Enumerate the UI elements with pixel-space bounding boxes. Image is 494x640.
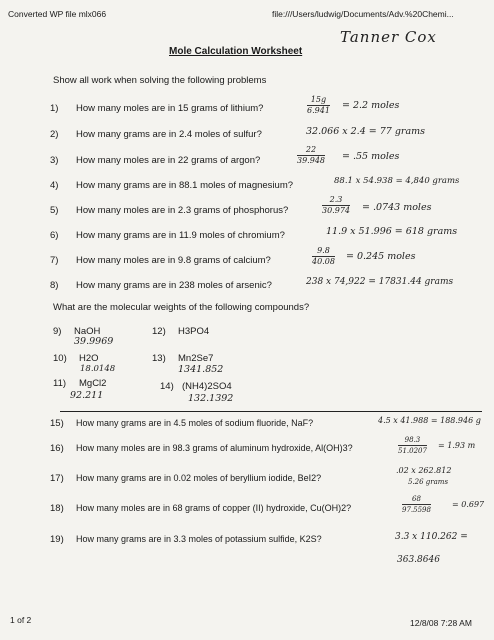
fraction-numerator: 9.8 (312, 246, 335, 257)
problem-text: How many grams are in 2.4 moles of sulfur? (76, 129, 262, 140)
compound-number: 9) (53, 326, 62, 337)
problem-number: 2) (50, 129, 59, 140)
fraction-numerator: 98.3 (398, 435, 427, 446)
problem-number: 1) (50, 103, 59, 114)
compound-number: 12) (152, 326, 166, 337)
work-fraction (398, 435, 427, 456)
problem-text: How many moles are in 15 grams of lithium? (76, 103, 264, 114)
work-fraction (297, 145, 325, 166)
problem-text: How many grams are in 0.02 moles of beryllium iodide, BeI2? (76, 473, 322, 483)
problem-number: 15) (50, 418, 64, 429)
compound-answer: 92.211 (70, 390, 104, 401)
problem-text: How many grams are in 4.5 moles of sodium fluoride, NaF? (76, 418, 314, 428)
problem-text: How many moles are in 2.3 grams of phosphorus? (76, 205, 289, 216)
print-date: 12/8/08 7:28 AM (410, 618, 472, 628)
compound-answer: 39.9969 (74, 336, 114, 347)
problem-text: How many grams are in 11.9 moles of chromium? (76, 230, 285, 241)
molecular-weights-question: What are the molecular weights of the following compounds? (53, 302, 310, 313)
fraction-numerator: 2.3 (322, 195, 350, 206)
fraction-denominator: 30.974 (322, 206, 350, 215)
problem-text: How many moles are in 68 grams of copper (II) hydroxide, Cu(OH)2? (76, 503, 352, 513)
compound-number: 10) (53, 353, 67, 364)
answer-line-2: 5.26 grams (408, 478, 449, 486)
answer: 4.5 x 41.988 = 188.946 g (378, 416, 481, 425)
instructions: Show all work when solving the following problems (53, 75, 267, 86)
compound-formula: H3PO4 (178, 326, 210, 337)
answer: = 2.2 moles (342, 100, 400, 111)
header-path: file:///Users/ludwig/Documents/Adv.%20Chemi... (272, 9, 454, 19)
answer: 3.3 x 110.262 = (395, 532, 468, 542)
compound-answer: 132.1392 (188, 393, 234, 404)
compound-formula: Mn2Se7 (178, 353, 214, 364)
problem-text: How many moles are in 22 grams of argon? (76, 155, 261, 166)
problem-number: 6) (50, 230, 59, 241)
fraction-denominator: 39.948 (297, 156, 325, 165)
fraction-denominator: 40.08 (312, 257, 335, 266)
compound-number: 13) (152, 353, 166, 364)
compound-answer: 18.0148 (80, 364, 116, 374)
answer: = .0743 moles (362, 202, 432, 213)
problem-number: 8) (50, 280, 59, 291)
compound-number: 14) (160, 381, 174, 392)
fraction-denominator: 51.0207 (398, 447, 427, 455)
compound-formula: (NH4)2SO4 (182, 381, 232, 392)
page-number: 1 of 2 (10, 615, 32, 625)
answer: 238 x 74,922 = 17831.44 grams (306, 277, 454, 287)
problem-number: 19) (50, 534, 64, 545)
answer: = .55 moles (342, 151, 400, 162)
problem-number: 18) (50, 503, 64, 514)
answer: 32.066 x 2.4 = 77 grams (306, 126, 426, 137)
page-title: Mole Calculation Worksheet (169, 46, 303, 57)
problem-text: How many moles are in 98.3 grams of aluminum hydroxide, Al(OH)3? (76, 443, 353, 453)
answer: = 1.93 m (438, 441, 476, 450)
work-fraction (322, 195, 350, 216)
answer: = 0.245 moles (346, 251, 416, 262)
divider-rule (60, 411, 482, 412)
problem-text: How many grams are in 88.1 moles of magnesium? (76, 180, 294, 191)
fraction-denominator: 6.941 (307, 106, 330, 115)
fraction-numerator: 68 (402, 494, 431, 505)
answer: = 0.697 (452, 500, 485, 509)
compound-formula: MgCl2 (79, 378, 107, 389)
problem-number: 16) (50, 443, 64, 454)
fraction-denominator: 97.5598 (402, 506, 431, 514)
compound-answer: 1341.852 (178, 364, 224, 375)
problem-text: How many moles are in 9.8 grams of calcium? (76, 255, 271, 266)
student-name: Tanner Cox (340, 28, 437, 46)
answer: 88.1 x 54.938 = 4,840 grams (334, 176, 460, 186)
problem-number: 7) (50, 255, 59, 266)
problem-number: 17) (50, 473, 64, 484)
problem-text: How many grams are in 238 moles of arsenic? (76, 280, 272, 291)
fraction-numerator: 15g (307, 95, 330, 106)
answer-line-2: 363.8646 (397, 555, 440, 565)
work-fraction (307, 95, 330, 116)
problem-number: 5) (50, 205, 59, 216)
compound-formula: H2O (79, 353, 99, 364)
work-fraction (402, 494, 431, 515)
compound-formula: NaOH (74, 326, 101, 337)
header-left: Converted WP file mlx066 (8, 9, 107, 19)
problem-number: 3) (50, 155, 59, 166)
problem-text: How many grams are in 3.3 moles of potassium sulfide, K2S? (76, 534, 322, 544)
work-fraction (312, 246, 335, 267)
answer: .02 x 262.812 (396, 466, 452, 475)
compound-number: 11) (53, 378, 67, 389)
problem-number: 4) (50, 180, 59, 191)
fraction-numerator: 22 (297, 145, 325, 156)
answer: 11.9 x 51.996 = 618 grams (326, 226, 458, 237)
